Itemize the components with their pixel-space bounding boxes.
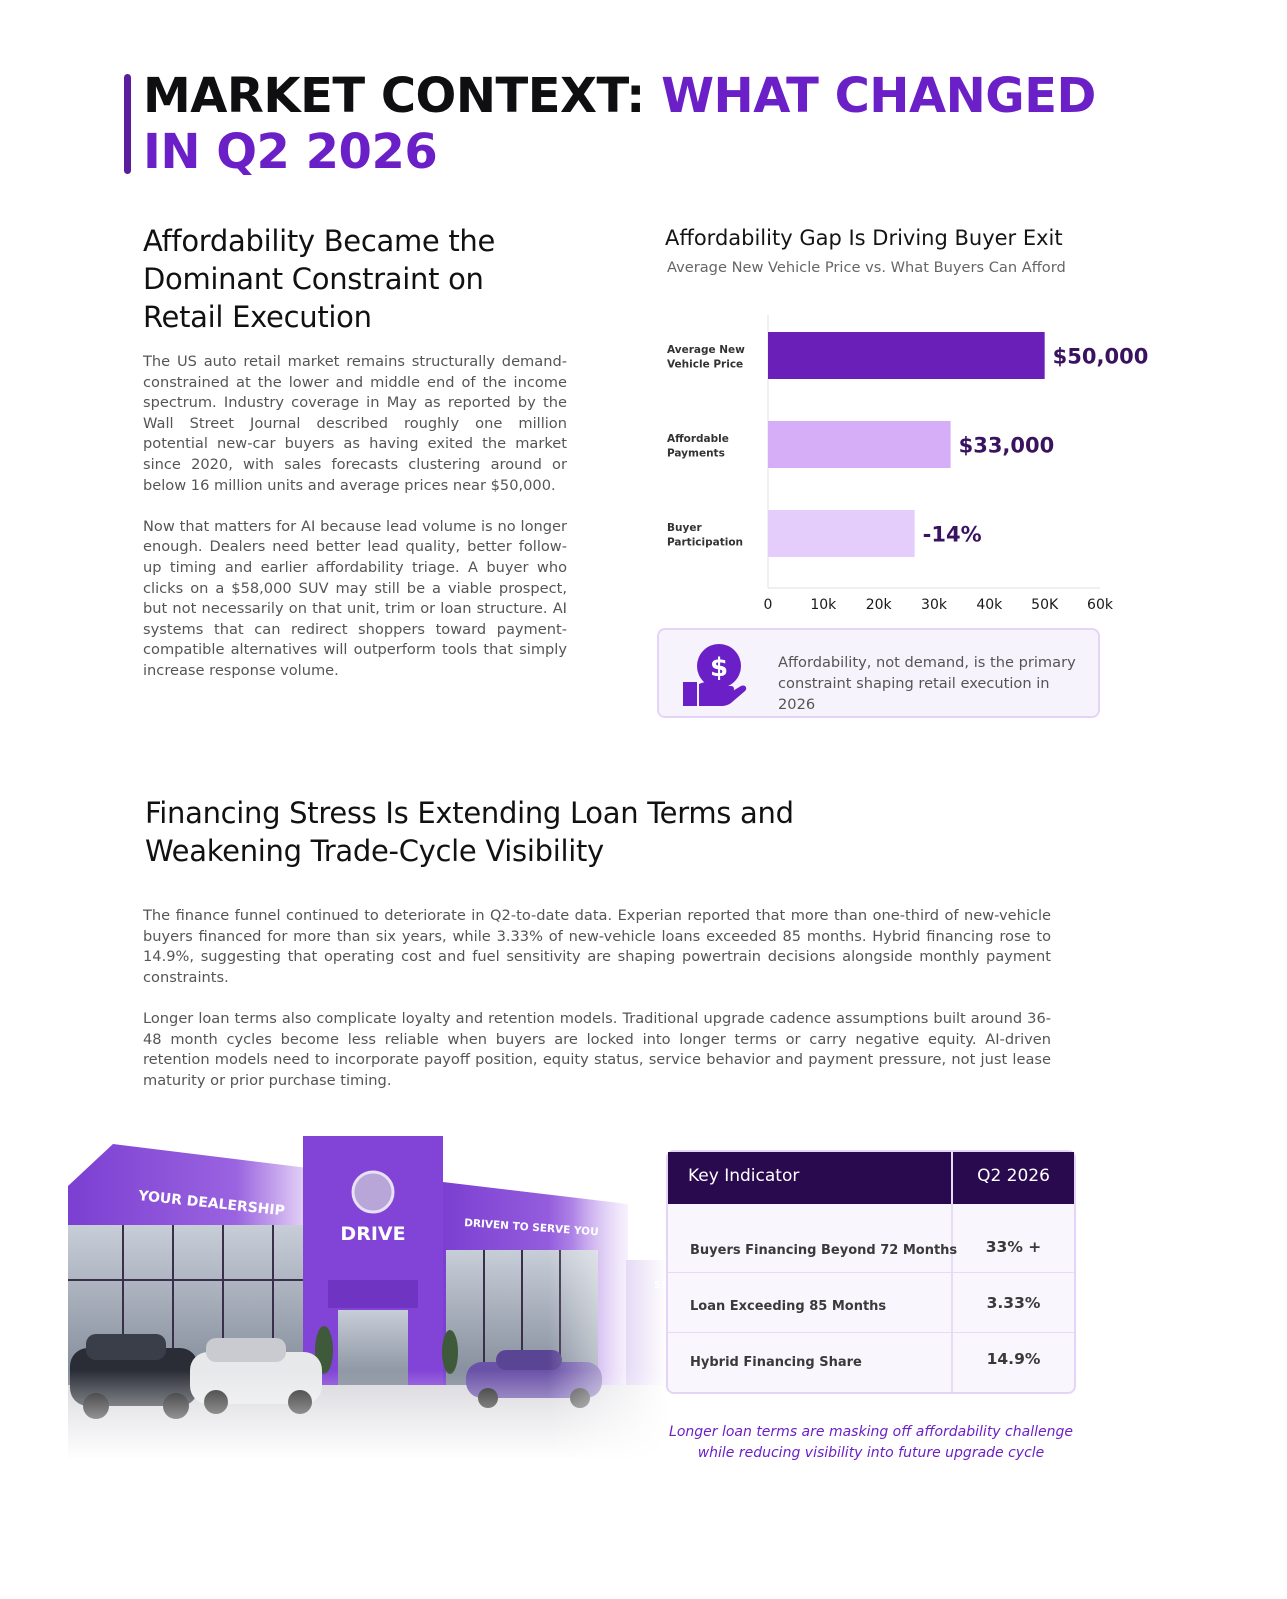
section1-paragraph-1: The US auto retail market remains structurally demand-constrained at the lower and middle end of the income spectrum. Industry coverage in May as reported by the Wall Street Journal described roughly one million potential new-car buyers as having exited the market since 2020, with sales forecasts clustering around or below 16 million units and average prices near $50,000. <box>143 353 567 494</box>
row-label: Loan Exceeding 85 Months <box>690 1299 887 1314</box>
chart-title: Affordability Gap Is Driving Buyer Exit <box>665 226 1063 250</box>
section2-heading <box>145 794 1045 870</box>
section2-paragraph-1: The finance funnel continued to deteriorate in Q2-to-date data. Experian reported that more than one-third of new-vehicle buyers financed for more than six years, while 3.33% of new-vehicle loans exceeded 85 months. Hybrid financing rose to 14.9%, suggesting that operating cost and fuel sensitivity are shaping powertrain decisions alongside monthly payment constraints. <box>143 907 1051 986</box>
section2-body <box>143 906 1051 1091</box>
chart-data-label: $33,000 <box>958 433 1055 458</box>
chart-x-tick-label: 10k <box>810 597 837 613</box>
section2-paragraph-2: Longer loan terms also complicate loyalty and retention models. Traditional upgrade cadence assumptions built around 36-48 month cycles become less reliable when buyers are locked into longer terms or carry negative equity. AI-driven retention models need to incorporate payoff position, equity status, service behavior and payment pressure, not just lease maturity or prior purchase timing. <box>143 1009 1051 1089</box>
row-value: 33% + <box>985 1238 1042 1256</box>
section1-body <box>143 352 567 682</box>
dealership-illustration <box>68 1130 668 1460</box>
title-accent-bar <box>124 74 131 174</box>
chart-x-tick-label: 40k <box>976 597 1003 613</box>
page-title-accent-1: WHAT CHANGED <box>661 68 1096 124</box>
chart-category-label: Average New <box>667 344 745 356</box>
chart-x-tick-label: 20k <box>865 597 892 613</box>
table-header <box>668 1152 1074 1204</box>
table-row <box>668 1272 1074 1332</box>
chart-bar <box>768 510 915 557</box>
header-q2-2026: Q2 2026 <box>977 1166 1050 1186</box>
dollar-hand-icon <box>681 640 747 708</box>
section2-heading-line-1: Financing Stress Is Extending Loan Terms and <box>145 796 794 830</box>
header-key-indicator: Key Indicator <box>688 1166 800 1186</box>
caption-line-2: while reducing visibility into future upgrade cycle <box>697 1445 1045 1461</box>
chart-x-tick-label: 50K <box>1031 597 1059 613</box>
page-title <box>143 68 1143 180</box>
chart-x-tick-label: 30k <box>921 597 947 613</box>
table-row <box>668 1332 1074 1392</box>
chart-subtitle: Average New Vehicle Price vs. What Buyers Can Afford <box>667 259 1066 276</box>
table-row <box>668 1214 1074 1274</box>
chart-category-label: Participation <box>667 536 744 549</box>
caption-line-1: Longer loan terms are masking off affordability challenge <box>669 1424 1073 1440</box>
chart-category-label: Buyer <box>667 522 702 534</box>
chart-bar <box>768 332 1045 379</box>
row-label: Hybrid Financing Share <box>690 1355 862 1370</box>
page-title-dark: MARKET CONTEXT: <box>143 68 662 124</box>
affordability-bar-chart <box>660 305 1149 620</box>
chart-category-label: Affordable <box>667 433 729 445</box>
chart-data-label: $50,000 <box>1052 344 1149 369</box>
svg-text:$: $ <box>709 653 729 683</box>
section1-heading: Affordability Became the Dominant Constraint on Retail Execution <box>143 224 496 334</box>
section1-paragraph-2: Now that matters for AI because lead volume is no longer enough. Dealers need better lead quality, better follow-up timing and earlier affordability triage. A buyer who clicks on a $58,000 SUV may still be a viable prospect, but not necessarily on that unit, trim or loan structure. AI systems that can redirect shoppers toward payment-compatible alternatives will outperform tools that simply increase response volume. <box>143 517 567 679</box>
row-value: 3.33% <box>986 1294 1041 1312</box>
chart-category-label: Payments <box>667 447 725 460</box>
chart-data-label: -14% <box>922 522 982 547</box>
table-caption <box>666 1422 1076 1464</box>
chart-x-tick-label: 0 <box>763 597 773 613</box>
section2-heading-line-2: Weakening Trade-Cycle Visibility <box>145 834 604 868</box>
chart-category-label: Vehicle Price <box>667 358 744 371</box>
chart-bar <box>768 421 951 468</box>
page-title-accent-2: IN Q2 2026 <box>143 124 438 180</box>
callout-text: Affordability, not demand, is the primary constraint shaping retail execution in 2026 <box>778 654 1076 713</box>
row-value: 14.9% <box>986 1350 1041 1368</box>
chart-x-tick-label: 60k <box>1087 597 1113 613</box>
callout-box <box>657 628 1100 718</box>
row-label: Buyers Financing Beyond 72 Months <box>690 1243 958 1258</box>
key-indicator-table <box>666 1150 1076 1394</box>
